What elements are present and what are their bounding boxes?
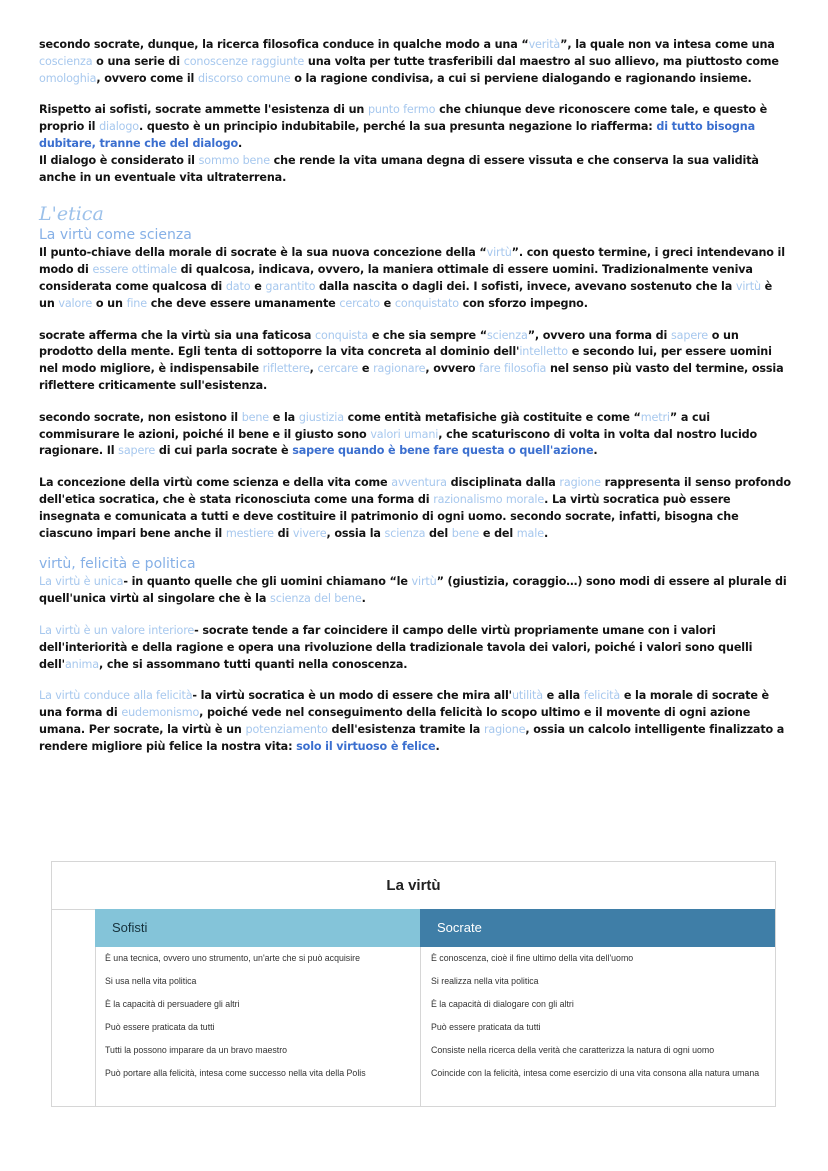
highlight-omologhia: omologhia xyxy=(39,71,97,85)
cell-sofisti: Si usa nella vita politica xyxy=(105,976,197,986)
paragraph-virtu-unica xyxy=(39,574,791,608)
highlight-sapere: sapere xyxy=(670,328,708,342)
paragraph-dialogo xyxy=(39,102,791,186)
table-row xyxy=(95,1062,775,1092)
text: ”, ovvero una forma di xyxy=(527,328,671,342)
cell-sofisti: È una tecnica, ovvero uno strumento, un'arte che si può acquisire xyxy=(105,953,360,963)
highlight-riflettere: riflettere xyxy=(262,362,310,376)
highlight-dato: dato xyxy=(225,279,251,293)
text: e del xyxy=(479,526,517,540)
text: . xyxy=(238,136,243,150)
text: . questo è un principio indubitabile, perché la sua presunta negazione lo riafferma: xyxy=(139,120,657,134)
text: rappresenta il senso profondo dell'etica socratica, che è stata riconosciuta come una forma di xyxy=(39,476,791,506)
paragraph-razionalismo xyxy=(39,475,791,542)
table-body xyxy=(52,947,775,1106)
highlight-ragionare: ragionare xyxy=(373,362,426,376)
table-body-blank xyxy=(52,947,96,1106)
text: e la morale di socrate è una forma di xyxy=(39,689,769,720)
highlight-avventura: avventura xyxy=(391,476,447,490)
text: disciplinata dalla xyxy=(446,476,560,490)
highlight-scienza-bene: scienza del bene xyxy=(270,592,362,606)
text: ” a cui commisurare le azioni, poiché il bene e il giusto sono xyxy=(39,410,710,441)
text: , ossia un calcolo intelligente finalizzato a rendere migliore più felice la nostra vita: xyxy=(39,722,785,753)
cell-sofisti: È la capacità di persuadere gli altri xyxy=(105,999,240,1009)
emphasis-virtuoso-felice: solo il virtuoso è felice xyxy=(296,739,436,753)
text: . xyxy=(435,739,440,753)
text: Il dialogo è considerato il xyxy=(39,153,199,167)
text: . xyxy=(543,526,549,540)
text: che chiunque deve riconoscere come tale, e questo è proprio il xyxy=(39,103,768,134)
text: , ovvero xyxy=(425,362,480,376)
highlight-conduce-felicita: La virtù conduce alla felicità xyxy=(39,689,193,703)
text: dalla nascita o dagli dei. I sofisti, invece, avevano sostenuto che la xyxy=(315,279,736,293)
cell-sofisti: Può portare alla felicità, intesa come successo nella vita della Polis xyxy=(105,1068,366,1078)
table-header-sofisti: Sofisti xyxy=(95,909,420,947)
highlight-metri: metri xyxy=(640,410,670,424)
highlight-virtu: virtù xyxy=(735,279,761,293)
highlight-felicita: felicità xyxy=(583,689,621,703)
cell-socrate: Consiste nella ricerca della verità che caratterizza la natura di ogni uomo xyxy=(431,1045,715,1055)
table-title: La virtù xyxy=(52,862,775,910)
emphasis-sapere-quando: sapere quando è bene fare questa o quell'azione xyxy=(292,444,594,458)
highlight-fine: fine xyxy=(126,296,147,310)
paragraph-felicita xyxy=(39,688,791,755)
text: secondo socrate, non esistono il xyxy=(39,410,242,424)
table-row xyxy=(95,1039,775,1063)
text: di xyxy=(273,526,293,540)
text: secondo socrate, dunque, la ricerca filosofica conduce in qualche modo a una “ xyxy=(39,38,529,51)
text: - socrate tende a far coincidere il campo delle virtù propriamente umane con i valori dell'interiorità e della ragione e opera una rivoluzione della tradizionale tavola dei valori, poiché i valori sono quelli dell' xyxy=(39,623,753,671)
text: , che scaturiscono di volta in volta dal nostro lucido ragionare. Il xyxy=(39,427,758,458)
highlight-conoscenze: conoscenze raggiunte xyxy=(183,54,305,68)
highlight-vivere: vivere xyxy=(292,526,327,540)
cell-sofisti: Può essere praticata da tutti xyxy=(105,1022,215,1032)
text: di qualcosa, indicava, ovvero, la maniera ottimale di essere uomini. Tradizionalmente veniva considerata come qualcosa di xyxy=(39,263,753,293)
text: è un xyxy=(39,279,773,310)
highlight-cercare: cercare xyxy=(317,362,359,376)
highlight-sapere: sapere xyxy=(118,444,156,458)
highlight-scienza: scienza xyxy=(384,526,426,540)
text: e xyxy=(250,279,266,293)
text: e xyxy=(379,296,395,310)
paragraph-bene-giustizia xyxy=(39,410,791,460)
highlight-potenziamento: potenziamento xyxy=(245,722,328,736)
cell-socrate: Coincide con la felicità, intesa come esercizio di una vita consona alla natura umana xyxy=(431,1068,760,1078)
highlight-discorso-comune: discorso comune xyxy=(197,71,291,85)
cell-socrate: Si realizza nella vita politica xyxy=(431,976,539,986)
highlight-cercato: cercato xyxy=(339,296,380,310)
table-row xyxy=(95,993,775,1017)
text: con sforzo impegno. xyxy=(458,296,588,310)
highlight-bene: bene xyxy=(451,526,480,540)
text: , ovvero come il xyxy=(96,71,198,85)
highlight-intelletto: intelletto xyxy=(519,345,568,359)
highlight-valore-interiore: La virtù è un valore interiore xyxy=(39,623,195,637)
text: e xyxy=(358,362,374,376)
text: ” (giustizia, coraggio…) sono modi di essere al plurale di quell'unica virtù al singolare che è la xyxy=(39,575,787,606)
highlight-dialogo: dialogo xyxy=(99,120,139,134)
text: - la virtù socratica è un modo di essere che mira all' xyxy=(192,689,512,703)
highlight-anima: anima xyxy=(64,657,100,671)
comparison-table xyxy=(51,861,776,1107)
highlight-giustizia: giustizia xyxy=(298,410,344,424)
text: che deve essere umanamente xyxy=(146,296,340,310)
highlight-virtu: virtù xyxy=(411,575,437,589)
highlight-essere-ottimale: essere ottimale xyxy=(92,263,177,277)
text: . La virtù socratica può essere insegnata e comunicata a tutti e deve costituire il patrimonio di ogni uomo. secondo socrate, infatti, bisogna che ciascuno impari bene anche il xyxy=(39,492,739,540)
emphasis-dubitare: di tutto bisogna dubitare, tranne che del dialogo xyxy=(39,120,755,150)
text: dell'esistenza tramite la xyxy=(327,722,484,736)
notes-content xyxy=(39,37,791,756)
highlight-conquistato: conquistato xyxy=(394,296,459,310)
text: ”. con questo termine, i greci intendevano il modo di xyxy=(39,246,785,277)
cell-socrate: È la capacità di dialogare con gli altri xyxy=(431,999,574,1009)
paragraph-virtu-conquista xyxy=(39,328,791,395)
highlight-punto-fermo: punto fermo xyxy=(367,103,436,117)
text: e la xyxy=(269,410,299,424)
cell-socrate: È conoscenza, cioè il fine ultimo della vita dell'uomo xyxy=(431,953,634,963)
text: come entità metafisiche già costituite e come “ xyxy=(343,410,641,424)
highlight-garantito: garantito xyxy=(265,279,316,293)
table-row xyxy=(95,947,775,971)
highlight-valore: valore xyxy=(58,296,93,310)
table-header-socrate: Socrate xyxy=(420,909,775,947)
paragraph-virtu-concezione xyxy=(39,245,791,312)
text: nel senso più vasto del termine, ossia riflettere criticamente sull'esistenza. xyxy=(39,362,784,392)
cell-socrate: Può essere praticata da tutti xyxy=(431,1022,541,1032)
text: e secondo lui, per essere uomini nel modo migliore, è indispensabile xyxy=(39,345,772,376)
highlight-virtu: virtù xyxy=(486,246,512,260)
highlight-mestiere: mestiere xyxy=(225,526,274,540)
subheading-virtu-felicita: virtù, felicità e politica xyxy=(39,556,196,573)
table-row xyxy=(95,1016,775,1040)
paragraph-valore-interiore xyxy=(39,623,791,673)
text: o un xyxy=(92,296,127,310)
highlight-male: male xyxy=(516,526,544,540)
table-header xyxy=(52,909,775,947)
highlight-eudemonismo: eudemonismo xyxy=(121,706,200,720)
highlight-bene: bene xyxy=(241,410,270,424)
text: Il punto-chiave della morale di socrate è la sua nuova concezione della “ xyxy=(39,246,487,260)
subheading-virtu-scienza: La virtù come scienza xyxy=(39,227,192,244)
text: Rispetto ai sofisti, socrate ammette l'esistenza di un xyxy=(39,103,368,117)
highlight-sommo-bene: sommo bene xyxy=(198,153,270,167)
highlight-coscienza: coscienza xyxy=(39,54,93,68)
highlight-ragione: ragione xyxy=(559,476,601,490)
text: di cui parla socrate è xyxy=(155,444,293,458)
text: una volta per tutte trasferibili dal maestro al suo allievo, ma piuttosto come xyxy=(304,54,779,68)
text: , poiché vede nel conseguimento della felicità lo scopo ultimo e il movente di ogni azione umana. Per socrate, la virtù è un xyxy=(39,706,751,736)
text: e che sia sempre “ xyxy=(368,328,487,342)
highlight-utilita: utilità xyxy=(511,689,543,703)
text: socrate afferma che la virtù sia una faticosa xyxy=(39,328,316,342)
section-title-etica: L'etica xyxy=(39,203,104,226)
text: e alla xyxy=(542,689,584,703)
text: - in quanto quelle che gli uomini chiamano “le xyxy=(123,575,412,589)
text: , xyxy=(309,362,318,376)
highlight-conquista: conquista xyxy=(315,328,369,342)
text: o una serie di xyxy=(92,54,184,68)
text: del xyxy=(425,526,452,540)
table-header-blank xyxy=(52,909,96,947)
text: , che si assommano tutti quanti nella conoscenza. xyxy=(99,657,408,671)
highlight-valori-umani: valori umani xyxy=(370,427,439,441)
table-row xyxy=(95,970,775,994)
text: o la ragione condivisa, a cui si perviene dialogando e ragionando insieme. xyxy=(290,71,752,85)
text: che rende la vita umana degna di essere vissuta e che conserva la sua validità anche in un eventuale vita ultraterrena. xyxy=(39,153,759,184)
text: . xyxy=(593,444,598,458)
text: ”, la quale non va intesa come una xyxy=(560,38,775,51)
highlight-scienza: scienza xyxy=(486,328,528,342)
highlight-razionalismo: razionalismo morale xyxy=(433,492,545,506)
paragraph-verita xyxy=(39,37,791,87)
highlight-virtu-unica: La virtù è unica xyxy=(39,575,124,589)
highlight-fare-filosofia: fare filosofia xyxy=(479,362,547,376)
highlight-verita: verità xyxy=(528,38,561,51)
text: o un prodotto della mente. Egli tenta di sottoporre la vita concreta al dominio dell' xyxy=(39,328,739,359)
text: . xyxy=(361,592,366,606)
cell-sofisti: Tutti la possono imparare da un bravo maestro xyxy=(105,1045,288,1055)
text: , ossia la xyxy=(326,526,385,540)
highlight-ragione: ragione xyxy=(483,722,526,736)
text: La concezione della virtù come scienza e della vita come xyxy=(39,476,392,490)
